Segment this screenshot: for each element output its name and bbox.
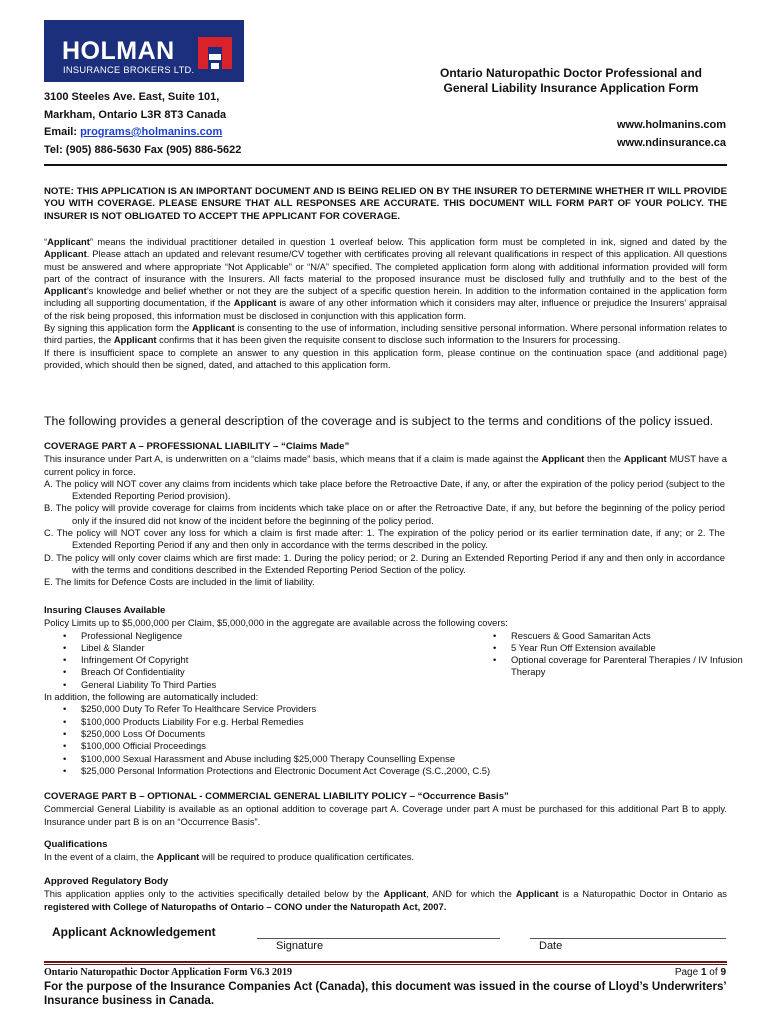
websites [580, 116, 726, 152]
cover-item: • Libel & Slander [44, 642, 727, 654]
regulatory-heading: Approved Regulatory Body [44, 876, 169, 887]
date-label: Date [539, 940, 563, 952]
logo-name: HOLMAN [62, 37, 175, 65]
part-a-item-d: D. The policy will only cover claims which are first made: 1. During the policy period; or 2. During an Extended Reporting Period if any and then only in accordance with the terms and conditions described in the Extended Reporting Period Section of the policy. [44, 551, 725, 575]
insuring-heading: Insuring Clauses Available [44, 605, 166, 616]
address-line-1: 3100 Steeles Ave. East, Suite 101, [44, 91, 220, 103]
auto-item: • $100,000 Official Proceedings [44, 740, 727, 752]
part-b-heading: COVERAGE PART B – OPTIONAL - COMMERCIAL GENERAL LIABILITY POLICY – “Occurrence Basis” [44, 791, 509, 802]
signature-label: Signature [276, 940, 324, 952]
part-a-heading: COVERAGE PART A – PROFESSIONAL LIABILITY – “Claims Made” [44, 441, 350, 452]
covers-list [44, 629, 743, 691]
qualifications-text: In the event of a claim, the Applicant will be required to produce qualification certificates. [44, 851, 414, 863]
cover-item: • General Liability To Third Parties [44, 679, 727, 691]
cover-item: • Infringement Of Copyright [44, 654, 727, 666]
intro-section [44, 236, 727, 371]
website-ndinsurance[interactable]: www.ndinsurance.ca [616, 137, 726, 149]
auto-item: • $100,000 Sexual Harassment and Abuse including $25,000 Therapy Counselling Expense [44, 753, 727, 765]
logo-h-mark-icon [194, 34, 236, 72]
part-a-item-c: C. The policy will NOT cover any loss for which a claim is first made after: 1. The expiration of the policy period or its earlier termination date, if any; or 2. The Extended Reporting Period if any and then only in accordance with the terms described in the policy. [44, 527, 725, 551]
qualifications-section [44, 839, 727, 864]
qualifications-heading: Qualifications [44, 839, 108, 850]
footer-divider [44, 961, 727, 963]
acknowledgement-title: Applicant Acknowledgement [52, 925, 216, 939]
address-line-2: Markham, Ontario L3R 8T3 Canada [44, 108, 227, 121]
part-a-item-e: E. The limits for Defence Costs are included in the limit of liability. [44, 576, 315, 588]
page-number: Page 1 of 9 [674, 967, 726, 978]
important-note: NOTE: THIS APPLICATION IS AN IMPORTANT DOCUMENT AND IS BEING RELIED ON BY THE INSURER TO DETERMINE WHETHER IT WILL PROVIDE YOU WITH COVERAGE. PLEASE ENSURE THAT ALL RESPONSES ARE ACCURATE. THIS DOCUMENT WILL FORM PART OF YOUR POLICY. THE INSURER IS NOT OBLIGATED TO ACCEPT THE APPLICANT FOR COVERAGE. [44, 186, 727, 222]
title-line-2: General Liability Insurance Application Form [443, 81, 699, 95]
email-link[interactable]: programs@holmanins.com [80, 126, 223, 138]
document-title [408, 66, 734, 96]
phone-fax: Tel: (905) 886-5630 Fax (905) 886-5622 [44, 143, 242, 156]
email-label: Email: [44, 126, 81, 138]
auto-item: • $100,000 Products Liability For e.g. Herbal Remedies [44, 716, 727, 728]
company-address [44, 89, 241, 159]
header-divider [44, 164, 727, 166]
coverage-part-b [44, 791, 727, 828]
lloyds-statement: For the purpose of the Insurance Companies Act (Canada), this document was issued in the course of Lloyd’s Underwriters’ Insurance business in Canada. [44, 980, 727, 1007]
part-a-item-a: A. The policy will NOT cover any claims from incidents which take place before the Retroactive Date, if any, or after the expiration of the policy period (subject to the Extended Reporting Period provision). [44, 477, 725, 502]
auto-included-heading: In addition, the following are automatically included: [44, 691, 259, 703]
intro-paragraph-1: “Applicant” means the individual practitioner detailed in question 1 overleaf below. This application form must be completed in ink, signed and dated by the Applicant. Please attach an updated and relevant resume/CV together with certificates proving all relevant qualifications in respect of this application. All questions must be answered and where appropriate “Not Applicable” or “N/A” specified. The completed application form along with additional information provided will form part of the contract of insurance with the Insurers. All facts material to the proposed insurance must be disclosed fully and truthfully and to the best of the Applicant’s knowledge and belief whether or not they are the subject of a specific question herein. In addition to the information contained in the application form including all supporting documentation, if the Applicant is aware of any other information which it considers may alter, influence or prejudice the Insurers’ appraisal of the risk being proposed, this information must be disclosed in conjunction with this application form. [44, 236, 727, 321]
policy-limits: Policy Limits up to $5,000,000 per Claim, $5,000,000 in the aggregate are available across the following covers: [44, 617, 508, 629]
insuring-clauses [44, 605, 743, 777]
regulatory-text: This application applies only to the activities specifically detailed below by the Applicant, AND for which the Applicant is a Naturopathic Doctor in Ontario as registered with College of Naturopaths of Ontario – CONO under the Naturopath Act, 2007. [44, 888, 727, 912]
covers-right-column [474, 630, 744, 679]
footer-divider-thin [44, 964, 727, 965]
auto-item: • $250,000 Duty To Refer To Healthcare Service Providers [44, 703, 727, 715]
auto-item: • $250,000 Loss Of Documents [44, 728, 727, 740]
cover-item: • Professional Negligence [44, 630, 727, 642]
form-version: Ontario Naturopathic Doctor Application Form V6.3 2019 [44, 967, 293, 978]
email-line [44, 124, 241, 142]
cover-item: • Optional coverage for Parenteral Therapies / IV Infusion Therapy [474, 654, 744, 679]
intro-paragraph-2: By signing this application form the Applicant is consenting to the use of information, including sensitive personal information. Where personal information relates to third parties, the Applicant confirms that it has been given the requisite consent to disclose such information to the Insurers for processing. [44, 322, 727, 346]
general-description: The following provides a general description of the coverage and is subject to the terms and conditions of the policy issued. [44, 414, 714, 428]
cover-item: • Breach Of Confidentiality [44, 666, 727, 678]
intro-paragraph-3: If there is insufficient space to complete an answer to any question in this application form, please continue on the continuation space (and additional page) provided, which should then be signed, dated, and attached to this application form. [44, 346, 727, 370]
coverage-part-a [44, 441, 727, 589]
part-b-text: Commercial General Liability is available as an optional addition to coverage part A. Coverage under part A must be purchased for this additional Part B to apply. Insurance under part B is on an “Occurrence Basis”. [44, 803, 727, 827]
title-line-1: Ontario Naturopathic Doctor Professional and [439, 66, 703, 80]
part-a-intro: This insurance under Part A, is underwritten on a “claims made” basis, which means that if a claim is made against the Applicant then the Applicant MUST have a current policy in force. [44, 453, 728, 477]
cover-item: • Rescuers & Good Samaritan Acts [474, 630, 744, 642]
logo-subtitle: INSURANCE BROKERS LTD. [63, 65, 195, 75]
part-a-item-b: B. The policy will provide coverage for claims from incidents which take place on or after the Retroactive Date, if any, but before the beginning of the policy period only if the insured did not know of the incident before the beginning of the policy period. [44, 502, 725, 526]
auto-item: • $25,000 Personal Information Protections and Electronic Document Act Coverage (S.C.,2000, C.5) [44, 765, 727, 777]
holman-logo [44, 20, 244, 82]
regulatory-section [44, 876, 727, 913]
website-holmanins[interactable]: www.holmanins.com [617, 119, 726, 131]
cover-item: • 5 Year Run Off Extension available [474, 642, 744, 654]
